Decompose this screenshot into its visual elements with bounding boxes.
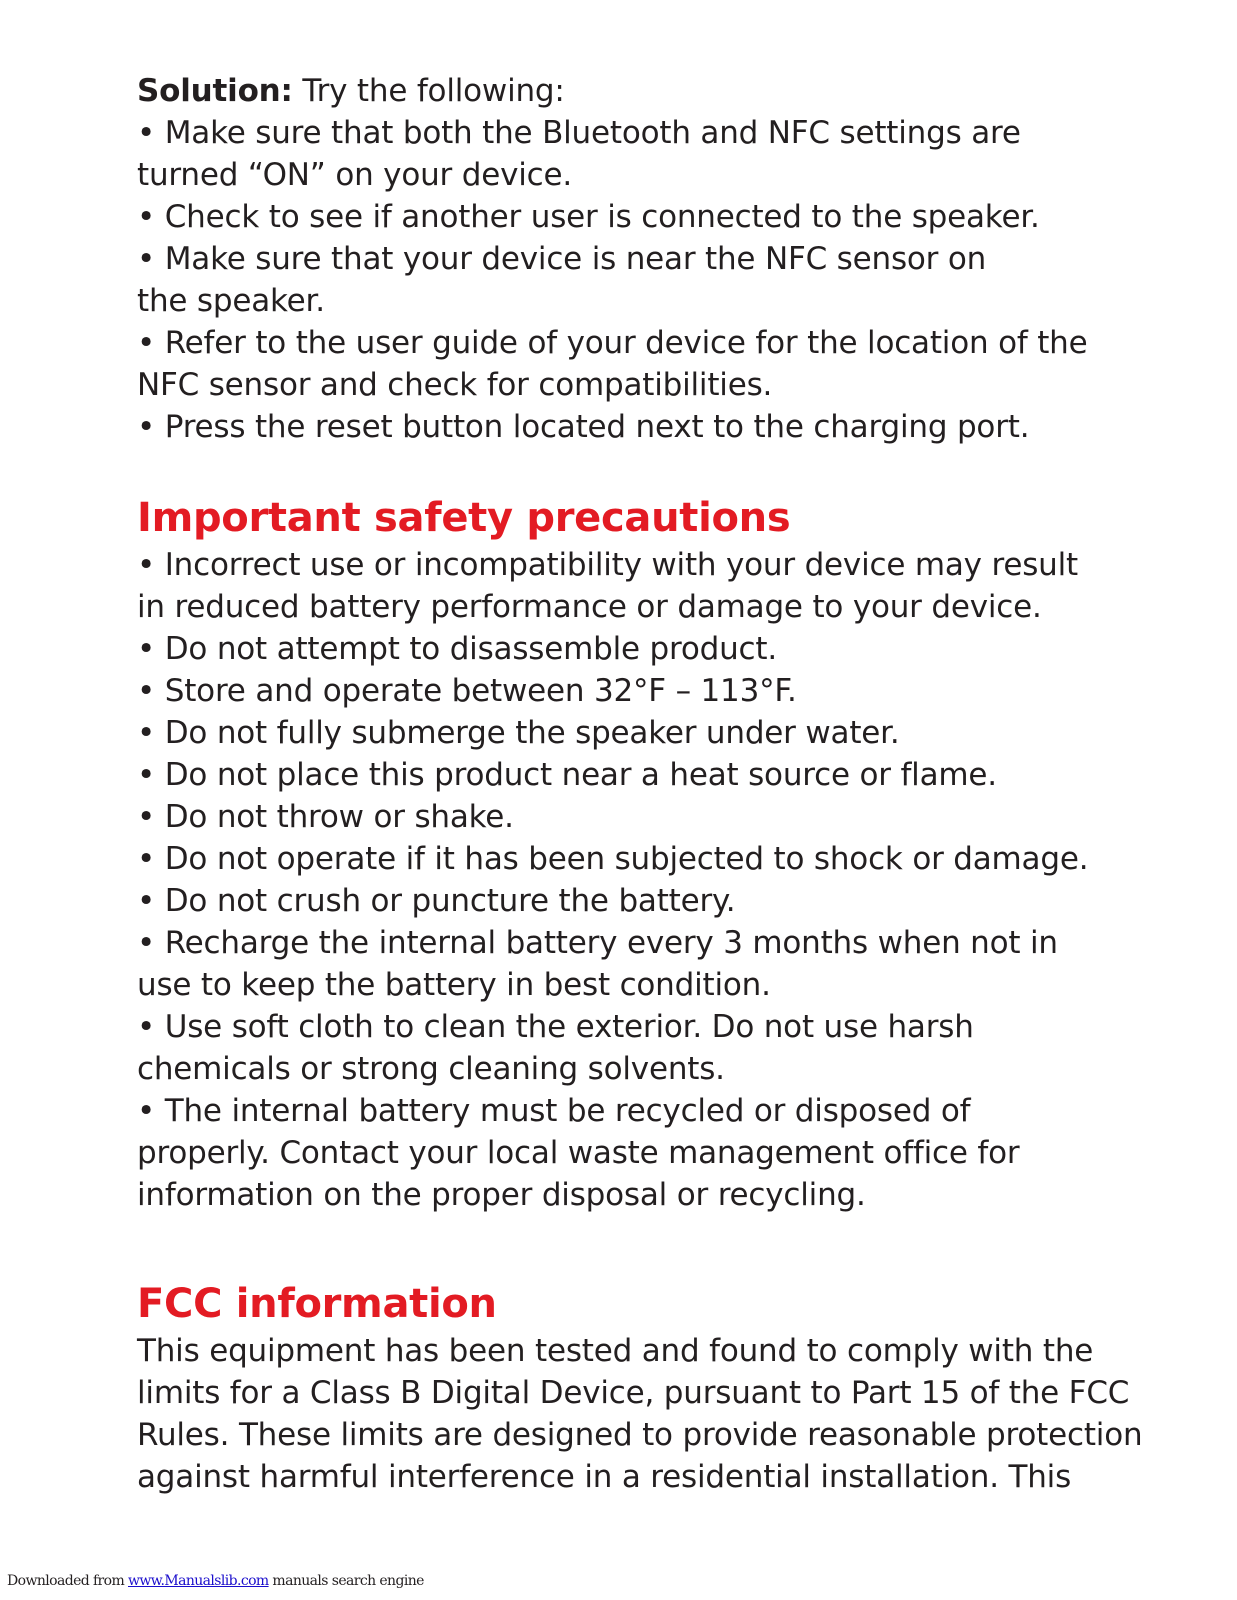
solution-line: NFC sensor and check for compatibilities. [137,367,773,403]
solution-line: • Check to see if another user is connected to the speaker. [137,199,1040,235]
solution-line: • Refer to the user guide of your device for the location of the [137,325,1088,361]
solution-label: Solution: [137,73,293,109]
safety-line: • Do not place this product near a heat source or flame. [137,757,997,793]
solution-line: • Make sure that both the Bluetooth and NFC settings are [137,115,1021,151]
document-page [137,70,1143,1498]
solution-line: • Press the reset button located next to the charging port. [137,409,1030,445]
safety-line: • Recharge the internal battery every 3 months when not in [137,925,1058,961]
solution-intro-text: Try the following: [292,73,565,109]
safety-line: properly. Contact your local waste management office for [137,1135,1020,1171]
safety-line: • Do not attempt to disassemble product. [137,631,778,667]
footer-suffix: manuals search engine [268,1573,424,1589]
safety-line: use to keep the battery in best condition. [137,967,771,1003]
solution-intro [137,70,1117,112]
fcc-line: This equipment has been tested and found to comply with the [137,1333,1094,1369]
safety-line: chemicals or strong cleaning solvents. [137,1051,725,1087]
safety-line: • Do not operate if it has been subjected to shock or damage. [137,841,1089,877]
manualslib-link[interactable]: www.Manualslib.com [128,1573,269,1589]
safety-section [137,544,1117,1216]
safety-line: • Incorrect use or incompatibility with your device may result [137,547,1078,583]
safety-line: • The internal battery must be recycled or disposed of [137,1093,971,1129]
safety-line: information on the proper disposal or recycling. [137,1177,866,1213]
safety-line: in reduced battery performance or damage to your device. [137,589,1042,625]
fcc-heading: FCC information [137,1281,497,1327]
fcc-line: Rules. These limits are designed to provide reasonable protection [137,1417,1143,1453]
fcc-line: limits for a Class B Digital Device, pursuant to Part 15 of the FCC [137,1375,1130,1411]
safety-line: • Store and operate between 32°F – 113°F. [137,673,797,709]
fcc-section [137,1330,1143,1498]
solution-line: the speaker. [137,283,325,319]
solution-line: • Make sure that your device is near the NFC sensor on [137,241,987,277]
download-footer [7,1573,424,1589]
fcc-line: against harmful interference in a residential installation. This [137,1459,1072,1495]
safety-line: • Do not fully submerge the speaker under water. [137,715,900,751]
safety-line: • Do not throw or shake. [137,799,514,835]
solution-line: turned “ON” on your device. [137,157,573,193]
safety-line: • Do not crush or puncture the battery. [137,883,736,919]
footer-prefix: Downloaded from [7,1573,128,1589]
solution-section [137,70,1117,448]
safety-line: • Use soft cloth to clean the exterior. Do not use harsh [137,1009,974,1045]
safety-heading: Important safety precautions [137,495,791,541]
